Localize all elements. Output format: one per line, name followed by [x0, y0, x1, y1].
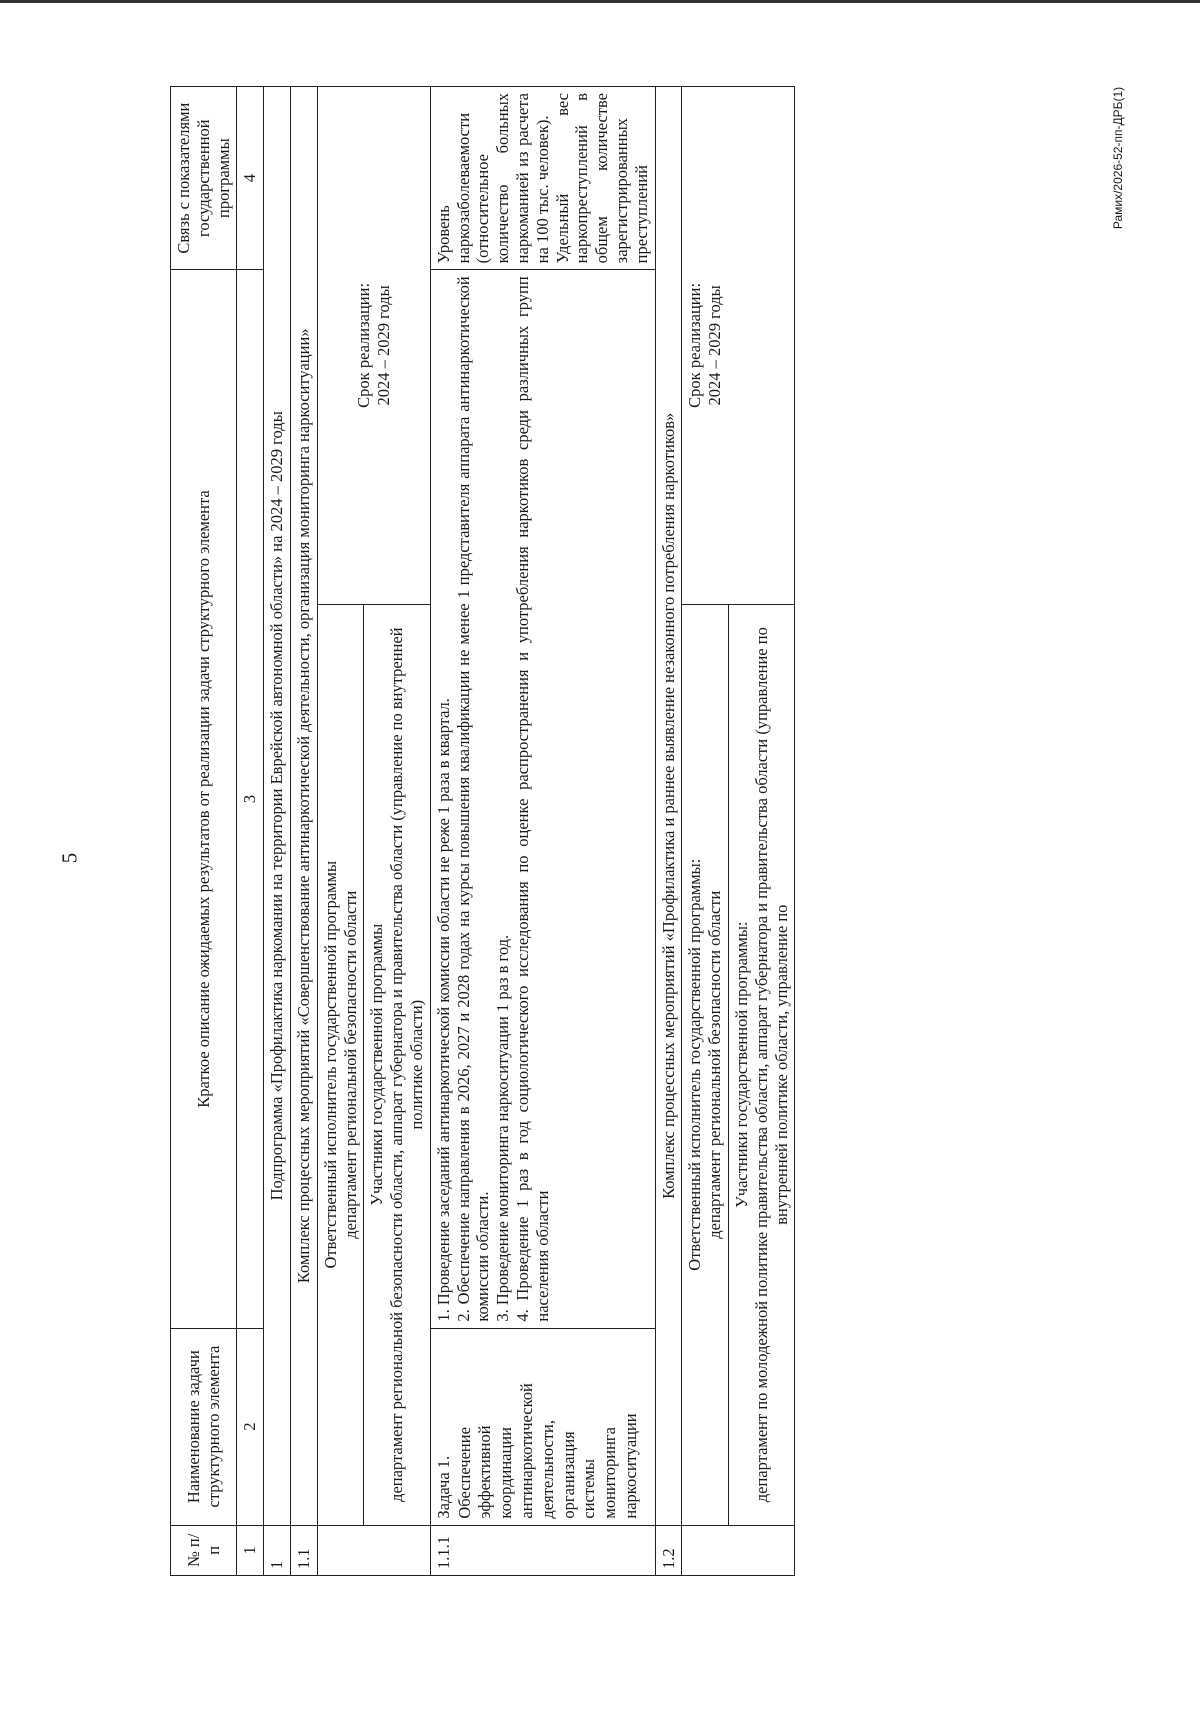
task-name-line: деятельности, — [537, 1420, 557, 1519]
document-code: Рамих/2026-52-пп-ДРБ(1) — [1111, 86, 1125, 230]
task-name-line: Задача 1. — [433, 1455, 453, 1519]
complex-1-2-num: 1.2 — [655, 1525, 682, 1575]
responsible-value: департамент региональной безопасности области — [340, 890, 360, 1239]
rotated-page — [170, 86, 1088, 1576]
column-number: 3 — [237, 270, 264, 1328]
page-number: 5 — [57, 852, 82, 864]
header-name: Наименование задачи структурного элемента — [171, 1328, 237, 1525]
result-item: 4. Проведение 1 раз в год социологического исследования по оценке распространения и употребления наркотиков среди различных групп населения области — [512, 276, 552, 1322]
structural-elements-table — [170, 86, 795, 1576]
table-header-row — [171, 87, 237, 1576]
column-number-row — [237, 87, 264, 1576]
responsible-value: департамент региональной безопасности области — [705, 890, 725, 1239]
complex-1-1-title: Комплекс процессных мероприятий «Совершенствование антинаркотической деятельности, организация мониторинга наркоситуации» — [290, 87, 317, 1526]
responsible-label: Ответственный исполнитель государственной программы: — [685, 858, 705, 1271]
task-name-line: Обеспечение — [454, 1427, 474, 1519]
complex-1-2-participants — [728, 604, 794, 1525]
task-1-1-1-results — [430, 270, 655, 1328]
indicator-item: Удельный вес наркопреступлений в общем количестве зарегистрированных преступлений — [552, 93, 651, 264]
header-num: № п/п — [171, 1525, 237, 1575]
task-1-1-1-indicators — [430, 87, 655, 270]
complex-1-2-title: Комплекс процессных мероприятий «Профилактика и раннее выявление незаконного потребления наркотиков» — [655, 87, 682, 1526]
subprogram-title: Подпрограмма «Профилактика наркомании на территории Еврейской автономной области» на 2024 – 2029 годы — [264, 87, 291, 1526]
complex-1-2-responsible — [682, 604, 729, 1525]
complex-1-1-term — [317, 87, 430, 605]
complex-1-2-term — [682, 87, 795, 605]
result-item: 3. Проведение мониторинга наркоситуации 1 раз в год. — [493, 934, 513, 1322]
subprogram-row — [264, 87, 291, 1576]
task-name-line: организация — [558, 1431, 578, 1519]
task-name-line: эффективной — [475, 1425, 495, 1519]
task-1-1-1-num: 1.1.1 — [430, 1525, 655, 1575]
participants-value: департамент по молодежной политике правительства области, аппарат губернатора и правительства области (управление по внутренней политике области, управление по — [751, 627, 791, 1503]
responsible-label: Ответственный исполнитель государственной программы — [320, 860, 340, 1269]
task-1-1-1-name — [430, 1328, 655, 1525]
task-name-line: координации — [496, 1427, 516, 1519]
term-label: Срок реализации: — [353, 282, 373, 408]
participants-label: Участники государственной программы: — [731, 921, 751, 1208]
result-item: 2. Обеспечение направления в 2026, 2027 и 2028 годах на курсы повышения квалификации не менее 1 представителя аппарата антинаркотической комиссии области. — [453, 276, 493, 1322]
column-number: 1 — [237, 1525, 264, 1575]
task-1-1-1-row — [430, 87, 655, 1576]
complex-1-1-row — [290, 87, 317, 1576]
task-name-line: наркоситуации — [620, 1413, 640, 1519]
column-number: 2 — [237, 1328, 264, 1525]
column-number: 4 — [237, 87, 264, 270]
complex-1-1-num: 1.1 — [290, 1525, 317, 1575]
task-name-line: антинаркотической — [516, 1383, 536, 1519]
term-value: 2024 – 2029 годы — [705, 285, 725, 406]
indicator-item: Уровень наркозаболеваемости (относительное количество больных наркоманией из расчета на 100 тыс. человек). — [433, 93, 552, 264]
complex-1-1-participants — [364, 604, 430, 1525]
complex-1-2-responsible-row — [682, 87, 729, 1576]
complex-1-2-row — [655, 87, 682, 1576]
empty-cell — [682, 1525, 795, 1575]
complex-1-1-responsible — [317, 604, 364, 1525]
header-description: Краткое описание ожидаемых результатов от реализации задачи структурного элемента — [171, 270, 237, 1328]
task-name-line: мониторинга — [600, 1427, 620, 1519]
result-item: 1. Проведение заседаний антинаркотической комиссии области не реже 1 раза в квартал. — [433, 698, 453, 1322]
subprogram-num: 1 — [264, 1525, 291, 1575]
table-area — [170, 86, 1088, 1576]
complex-1-1-responsible-row — [317, 87, 364, 1576]
term-value: 2024 – 2029 годы — [373, 285, 393, 406]
participants-label: Участники государственной программы — [367, 923, 387, 1206]
participants-value: департамент региональной безопасности области, аппарат губернатора и правительства области (управление по внутренней политике области) — [387, 627, 426, 1502]
empty-cell — [317, 1525, 430, 1575]
scan-top-edge — [0, 0, 1200, 3]
term-label: Срок реализации: — [685, 282, 705, 408]
header-link: Связь с показателями государственной программы — [171, 87, 237, 270]
task-name-line: системы — [579, 1459, 599, 1519]
